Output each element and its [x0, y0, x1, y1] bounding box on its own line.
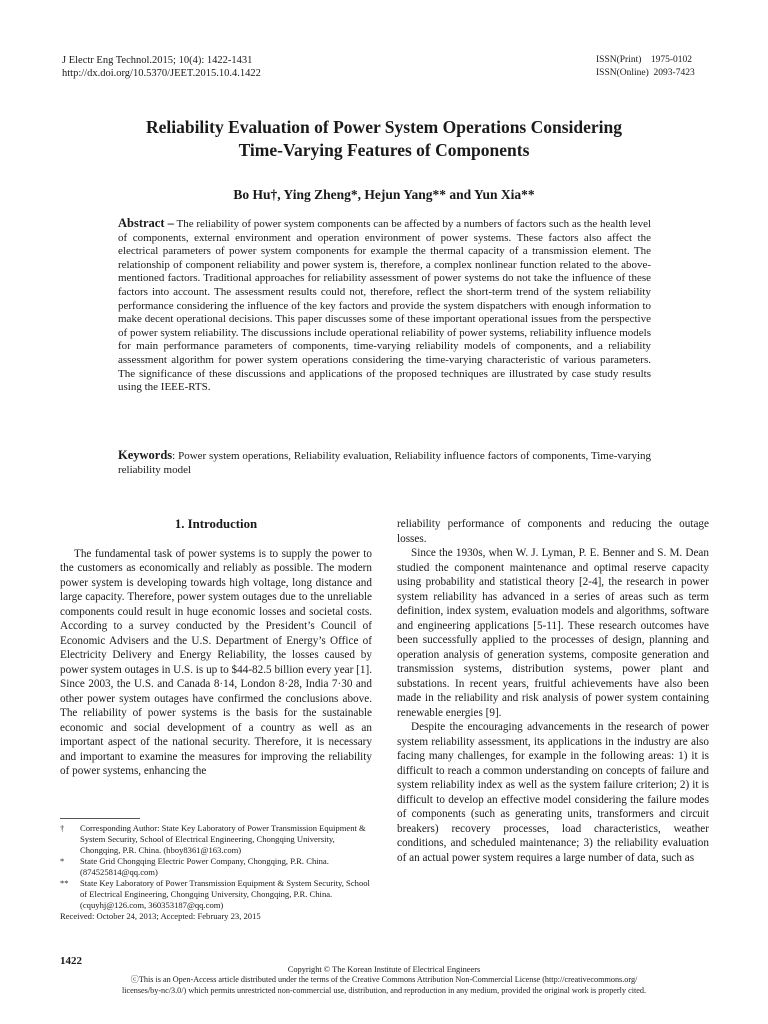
doi-link[interactable]: http://dx.doi.org/10.5370/JEET.2015.10.4.1422: [62, 68, 261, 79]
footnote-text: State Key Laboratory of Power Transmission Equipment & System Security, School of Electrical Engineering, Chongqing University, Chongqing, P.R. China. (cquyhj@126.com, 360353187@qq.com): [80, 878, 370, 910]
footnote: [60, 823, 372, 856]
intro-paragraph-continued: reliability performance of components and reducing the outage losses.: [397, 518, 709, 545]
section-heading-introduction: 1. Introduction: [174, 517, 258, 531]
footnote-mark: **: [60, 878, 69, 888]
abstract-label: Abstract –: [118, 216, 174, 230]
license-notice: [60, 975, 708, 996]
footnote-mark: *: [60, 856, 65, 866]
author-list: Bo Hu†, Ying Zheng*, Hejun Yang** and Yun Xia**: [233, 187, 535, 202]
footnote-divider: [60, 818, 140, 819]
abstract: [118, 217, 651, 395]
keywords-text: : Power system operations, Reliability evaluation, Reliability influence factors of components, Time-varying reliability model: [118, 450, 651, 476]
footnotes: [60, 823, 372, 922]
left-column: [60, 517, 372, 779]
abstract-text: The reliability of power system components can be affected by a numbers of factors such as the health level of components, external environment and operation environment of power systems. These factors also affect the electrical parameters of power system components for example the thermal capacity of a transmission element. The relationship of component reliability and power system is, therefore, a complex nonlinear function related to the above-mentioned factors. Traditional approaches for reliability assessment of power systems do not take the influence of these factors into account. The assessment results could not, therefore, reflect the short-term trend of the system reliability performance considering the influence of the key factors and provide the system dispatchers with enough information to make decent operational decisions. This paper discusses some of these important operational issues from the perspective of power system reliability. The discussions include operational reliability of power systems, reliability influence models for main performance parameters of components, time-varying reliability models of components, and a reliability assessment algorithm for power system operations considering the time-varying characteristic of various parameters. The significance of these discussions and applications of the proposed techniques are illustrated by case study results using the IEEE-RTS.: [118, 218, 652, 394]
issn-print: ISSN(Print) 1975-0102: [596, 55, 693, 65]
keywords: [118, 449, 651, 477]
paper-title: [60, 116, 708, 162]
issn-online: ISSN(Online) 2093-7423: [596, 68, 695, 78]
intro-paragraph-1: The fundamental task of power systems is to supply the power to the customers as economically and reliably as possible. The modern power system is developing towards high voltage, long distance and large capacity. Therefore, power system outages due to the unreliable components could result in huge economic losses and societal costs. According to a survey conducted by the President’s Council of Economic Advisers and the U.S. Department of Energy’s Office of Electricity Delivery and Energy Reliability, the losses caused by power system outages in U.S. is up to $44-82.5 billion every year [1]. Since 2003, the U.S. and Canada 8·14, London 8·28, India 7·30 and other power system outages have confirmed the conclusions above. The reliability of power systems is the basis for the sustainable economic and social development of a country as well as an important aspect of the national security. Therefore, it is necessary and important to examine the measures for improving the reliability of power systems, enhancing the: [60, 547, 372, 777]
page-number: 1422: [60, 955, 82, 967]
issn-block: [596, 54, 695, 80]
received-date: Received: October 24, 2013; Accepted: February 23, 2015: [60, 911, 261, 921]
journal-citation: [62, 54, 261, 80]
journal-citation-line: J Electr Eng Technol.2015; 10(4): 1422-1431: [62, 55, 253, 66]
footnote-text: Corresponding Author: State Key Laboratory of Power Transmission Equipment & System Security, School of Electrical Engineering, Chongqing University, Chongqing, P.R. China. (hboy8361@163.com): [80, 823, 366, 855]
footnote: [60, 856, 372, 878]
right-column: [397, 517, 709, 865]
license-line: ⓒThis is an Open-Access article distributed under the terms of the Creative Commons Attribution Non-Commercial License (http://creativecommons.org/: [130, 975, 638, 984]
intro-paragraph-2: Since the 1930s, when W. J. Lyman, P. E. Benner and S. M. Dean studied the component maintenance and optimal reserve capacity using probability and statistical theory [2-4], the research in power system reliability has advanced in a series of areas such as term definition, index system, evaluation models and algorithms, software and engineering applications [5-11]. These research outcomes have been successfully applied to the processes of design, planning and operation analysis of generation systems, composite generation and transmission systems, distribution systems, power plant and substations. In recent years, fruitful achievements have also been made in the reliability and risk analysis of power system containing renewable energies [9].: [397, 547, 709, 719]
footnote-text: State Grid Chongqing Electric Power Company, Chongqing, P.R. China. (874525814@qq.com): [80, 856, 329, 877]
copyright-notice: Copyright © The Korean Institute of Electrical Engineers: [287, 965, 481, 974]
license-line: licenses/by-nc/3.0/) which permits unrestricted non-commercial use, distribution, and reproduction in any medium, provided the original work is properly cited.: [121, 985, 647, 995]
paper-title-line1: Reliability Evaluation of Power System Operations Considering: [145, 117, 623, 137]
intro-paragraph-3: Despite the encouraging advancements in the research of power system reliability assessment, its applications in the industry are also facing many challenges, for example in the following areas: 1) it is difficult to reach a common understanding on concepts of failure and system reliability index as well as the system failure criterion; 2) it is difficult to develop an effective model considering the failure modes of components (such as generating units, transformers and circuit breakers) recovery processes, load characteristics, weather conditions, and scheduled maintenance; 3) the reliability evaluation of an actual power system requires a large number of data, such as: [397, 721, 709, 864]
footnote: [60, 878, 372, 911]
footnote-mark: †: [60, 823, 65, 833]
keywords-label: Keywords: [118, 448, 173, 462]
paper-title-line2: Time-Varying Features of Components: [238, 140, 530, 160]
